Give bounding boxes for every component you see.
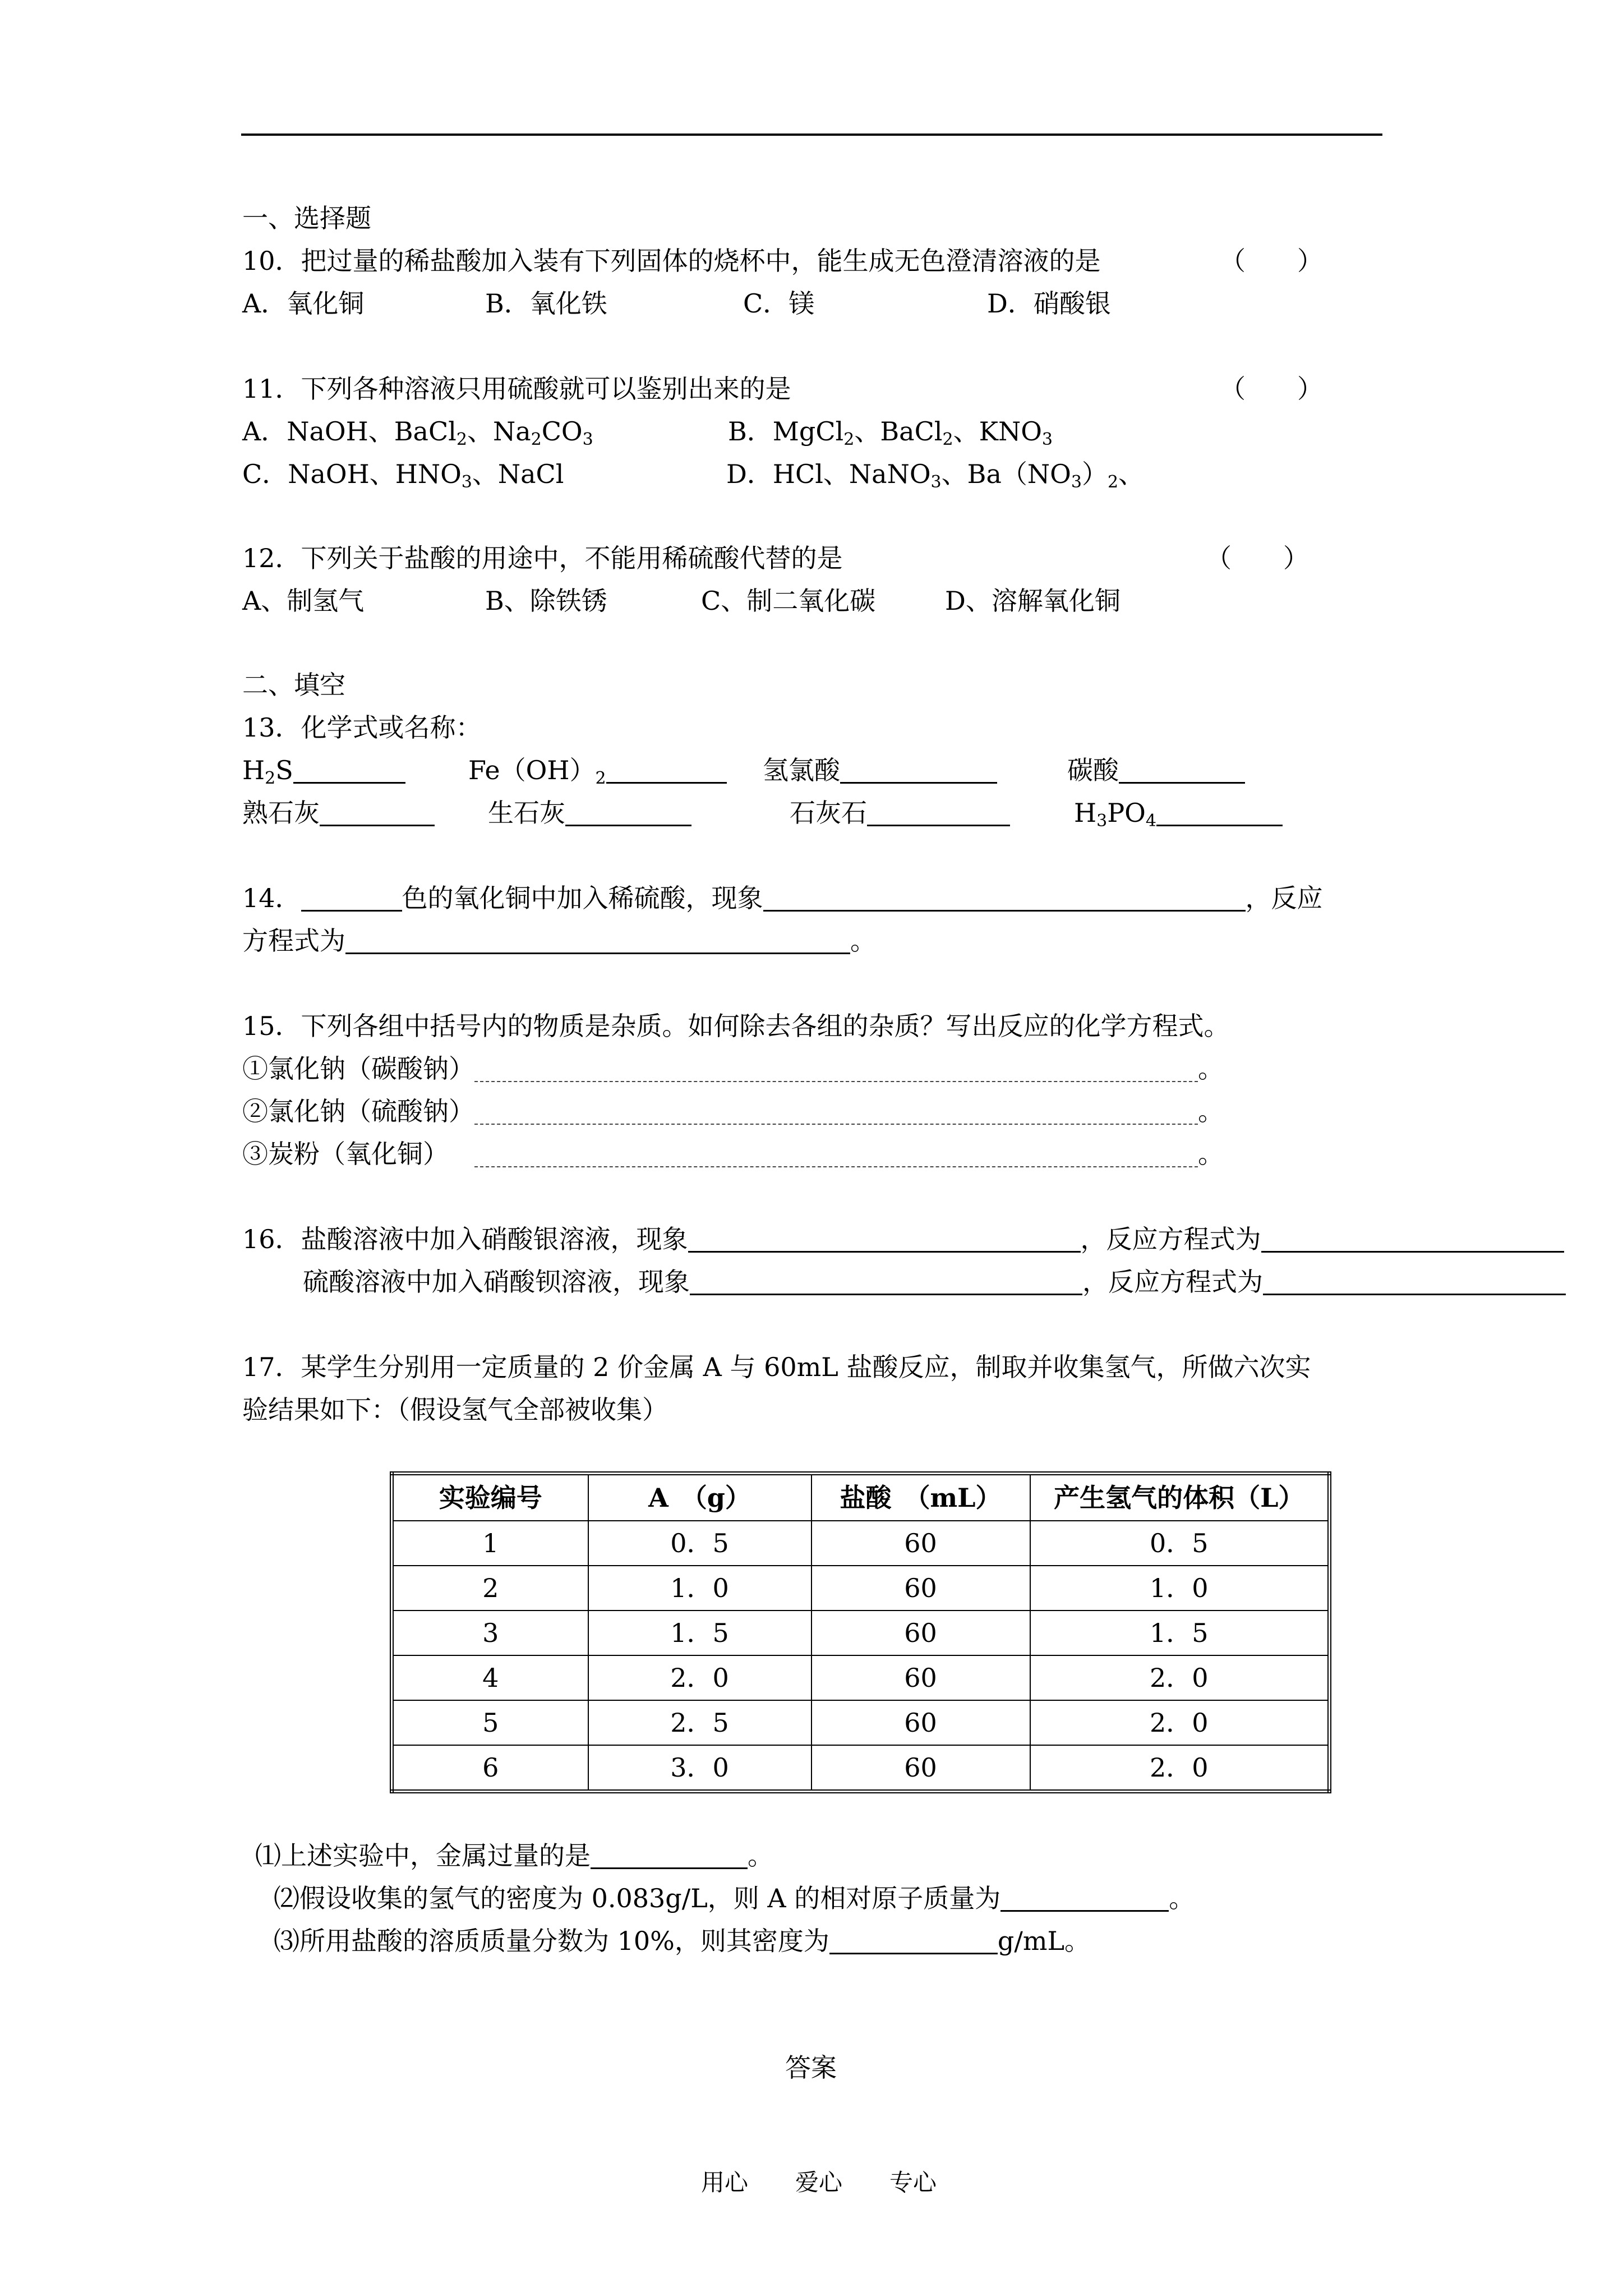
q10-option-c: C．镁 bbox=[743, 288, 815, 319]
q17-sub2: ⑵假设收集的氢气的密度为 0.083g/L，则 A 的相对原子质量为 。 bbox=[274, 1883, 1195, 1913]
answer-blank[interactable] bbox=[474, 1102, 1198, 1125]
answer-blank[interactable] bbox=[293, 760, 405, 784]
q15-stem: 15．下列各组中括号内的物质是杂质。如何除去各组的杂质？写出反应的化学方程式。 bbox=[242, 1011, 1230, 1041]
q13-cao: 生石灰 bbox=[488, 800, 691, 826]
q15-item-1: ①氯化钠（碳酸钠） 。 bbox=[242, 1053, 1224, 1084]
q12-option-b: B、除铁锈 bbox=[485, 586, 607, 616]
q10-option-b: B．氧化铁 bbox=[485, 288, 607, 319]
q14-line2: 方程式为 。 bbox=[242, 926, 876, 956]
table-cell: 60 bbox=[811, 1521, 1030, 1566]
table-cell: 1．0 bbox=[1030, 1566, 1330, 1611]
q13-h3po4: $H_3PO_4$ bbox=[1074, 800, 1283, 826]
table-row bbox=[392, 1655, 1330, 1700]
table-cell: 60 bbox=[811, 1700, 1030, 1745]
table-cell: 2．0 bbox=[1030, 1745, 1330, 1792]
q10-answer-paren: （ ） bbox=[1220, 246, 1323, 276]
table-row bbox=[392, 1566, 1330, 1611]
table-cell: 5 bbox=[392, 1700, 588, 1745]
page-footer: 用心 爱心 专心 bbox=[701, 2169, 937, 2196]
q11-answer-paren: （ ） bbox=[1220, 374, 1323, 404]
q12-option-d: D、溶解氧化铜 bbox=[945, 586, 1121, 616]
answer-blank[interactable] bbox=[301, 887, 402, 912]
q12-stem: 12．下列关于盐酸的用途中，不能用稀硫酸代替的是 bbox=[242, 543, 843, 573]
q17-sub1: ⑴上述实验中，金属过量的是 。 bbox=[255, 1841, 773, 1871]
table-row bbox=[392, 1700, 1330, 1745]
q13-caco3: 石灰石 bbox=[790, 800, 1010, 826]
q12-answer-paren: （ ） bbox=[1206, 543, 1309, 573]
q10-option-a: A．氧化铜 bbox=[242, 288, 365, 319]
q11-option-a: A．NaOH、BaCl$_2$、$Na_2CO_3$ bbox=[242, 416, 593, 449]
table-row bbox=[392, 1611, 1330, 1655]
table-cell: 0．5 bbox=[588, 1521, 811, 1566]
q13-hcl: 氢氯酸 bbox=[763, 757, 997, 784]
table-cell: 60 bbox=[811, 1655, 1030, 1700]
answer-blank[interactable] bbox=[829, 1930, 998, 1954]
answer-blank[interactable] bbox=[1000, 1888, 1169, 1912]
table-cell: 1．5 bbox=[588, 1611, 811, 1655]
table-row bbox=[392, 1745, 1330, 1792]
q13-h2s: $H_2S$ bbox=[242, 757, 405, 784]
q12-option-c: C、制二氧化碳 bbox=[701, 586, 876, 616]
answer-blank[interactable] bbox=[474, 1060, 1198, 1082]
q14-line1: 14． 色的氧化铜中加入稀硫酸，现象 ，反应 bbox=[242, 883, 1323, 913]
answer-blank[interactable] bbox=[474, 1145, 1198, 1167]
answer-blank[interactable] bbox=[840, 760, 997, 784]
table-cell: 2．0 bbox=[1030, 1700, 1330, 1745]
table-cell: 2．5 bbox=[588, 1700, 811, 1745]
q16-line1: 16．盐酸溶液中加入硝酸银溶液，现象 ，反应方程式为 bbox=[242, 1226, 1564, 1253]
q16-line2: 硫酸溶液中加入硝酸钡溶液，现象 ，反应方程式为 bbox=[303, 1269, 1566, 1295]
answer-blank[interactable] bbox=[1263, 1271, 1566, 1295]
q11-option-d: D．HCl、NaNO$_3$、$Ba(NO_3)_2$、 bbox=[726, 459, 1145, 492]
section-title-fill: 二、填空 bbox=[242, 670, 345, 700]
answer-blank[interactable] bbox=[688, 1228, 1081, 1253]
table-row bbox=[392, 1521, 1330, 1566]
table-cell: 3．0 bbox=[588, 1745, 811, 1792]
table-header-cell: 实验编号 bbox=[392, 1474, 588, 1521]
table-cell: 2 bbox=[392, 1566, 588, 1611]
table-cell: 1 bbox=[392, 1521, 588, 1566]
table-header-cell: A （g） bbox=[588, 1474, 811, 1521]
q11-option-c: C．NaOH、$HNO_3$、NaCl bbox=[242, 459, 564, 492]
q15-item-2: ②氯化钠（硫酸钠） 。 bbox=[242, 1096, 1224, 1126]
answer-heading: 答案 bbox=[785, 2053, 837, 2083]
table-cell: 60 bbox=[811, 1745, 1030, 1792]
answer-blank[interactable] bbox=[565, 802, 691, 826]
answer-blank[interactable] bbox=[591, 1845, 748, 1869]
q12-option-a: A、制氢气 bbox=[242, 586, 365, 616]
table-cell: 6 bbox=[392, 1745, 588, 1792]
answer-blank[interactable] bbox=[867, 802, 1010, 826]
q17-sub3: ⑶所用盐酸的溶质质量分数为 10%，则其密度为 g/mL。 bbox=[274, 1926, 1090, 1956]
table-cell: 60 bbox=[811, 1611, 1030, 1655]
q13-stem: 13．化学式或名称： bbox=[242, 712, 482, 743]
answer-blank[interactable] bbox=[690, 1271, 1082, 1295]
answer-blank[interactable] bbox=[763, 887, 1246, 912]
answer-blank[interactable] bbox=[1156, 802, 1283, 826]
q10-stem: 10．把过量的稀盐酸加入装有下列固体的烧杯中，能生成无色澄清溶液的是 bbox=[242, 246, 1101, 276]
table-header-cell: 盐酸 （mL） bbox=[811, 1474, 1030, 1521]
q11-stem: 11．下列各种溶液只用硫酸就可以鉴别出来的是 bbox=[242, 374, 791, 404]
table-header-cell: 产生氢气的体积（L） bbox=[1030, 1474, 1330, 1521]
table-cell: 3 bbox=[392, 1611, 588, 1655]
q17-stem-line1: 17．某学生分别用一定质量的 2 价金属 A 与 60mL 盐酸反应，制取并收集氢气，所做六次实 bbox=[242, 1352, 1311, 1382]
table-cell: 1．5 bbox=[1030, 1611, 1330, 1655]
section-title-choice: 一、选择题 bbox=[242, 203, 371, 233]
table-cell: 2．0 bbox=[588, 1655, 811, 1700]
q13-h2co3: 碳酸 bbox=[1067, 757, 1245, 784]
q17-stem-line2: 验结果如下：（假设氢气全部被收集） bbox=[242, 1395, 668, 1425]
q15-item-3: ③炭粉（氧化铜） 。 bbox=[242, 1139, 1224, 1169]
answer-blank[interactable] bbox=[345, 930, 850, 954]
answer-blank[interactable] bbox=[320, 802, 435, 826]
table-cell: 0．5 bbox=[1030, 1521, 1330, 1566]
q13-feoh2: $Fe(OH)_2$ bbox=[468, 757, 727, 784]
table-cell: 4 bbox=[392, 1655, 588, 1700]
table-header-row bbox=[392, 1474, 1330, 1521]
answer-blank[interactable] bbox=[606, 760, 727, 784]
answer-blank[interactable] bbox=[1261, 1228, 1564, 1253]
header-rule bbox=[241, 134, 1382, 136]
table-cell: 60 bbox=[811, 1566, 1030, 1611]
experiment-table bbox=[390, 1471, 1331, 1793]
q11-option-b: B．MgCl$_2$、BaCl$_2$、$KNO_3$ bbox=[728, 416, 1053, 449]
table-cell: 2．0 bbox=[1030, 1655, 1330, 1700]
answer-blank[interactable] bbox=[1119, 760, 1245, 784]
table-cell: 1．0 bbox=[588, 1566, 811, 1611]
q10-option-d: D．硝酸银 bbox=[987, 288, 1111, 319]
q13-caoh2: 熟石灰 bbox=[242, 800, 435, 826]
